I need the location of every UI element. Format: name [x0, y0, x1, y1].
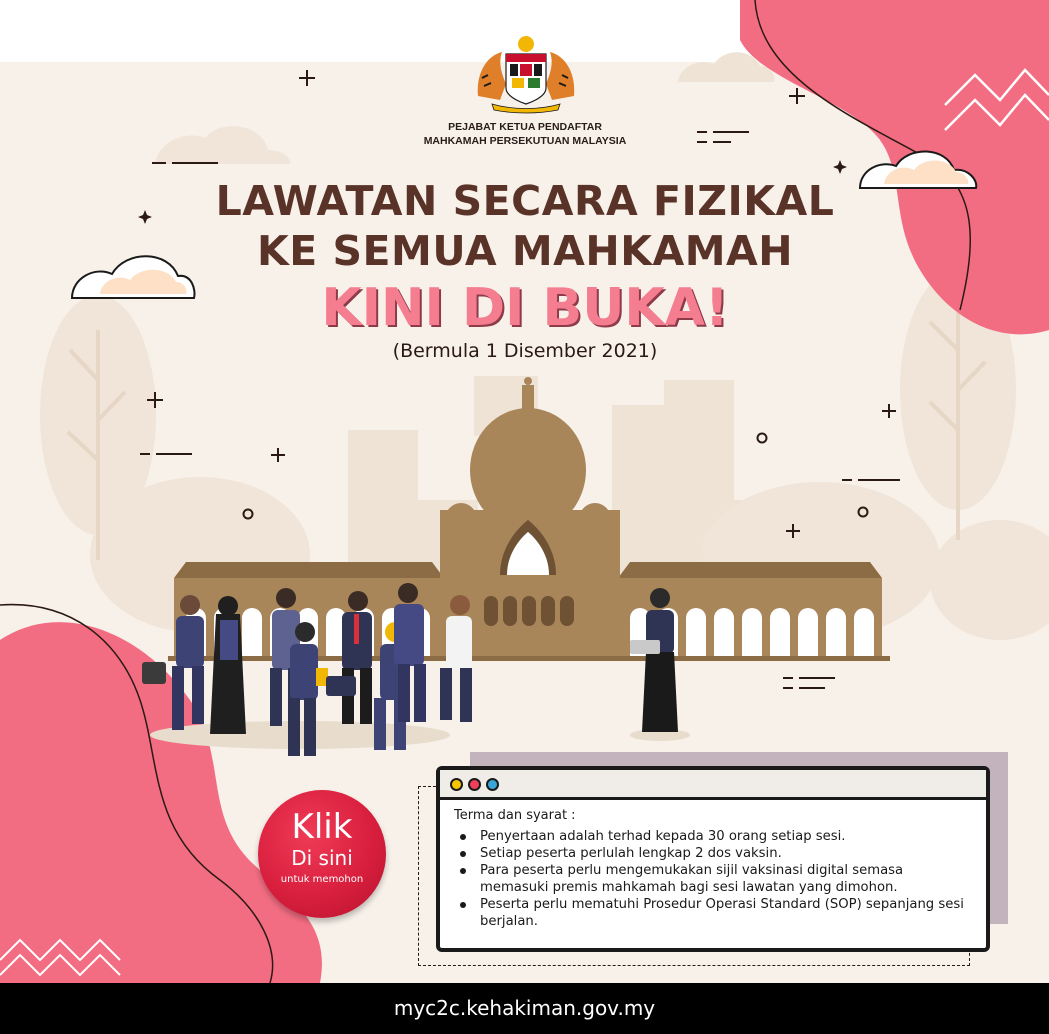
window-dot-yellow-icon	[450, 778, 463, 791]
website-link[interactable]: myc2c.kehakiman.gov.my	[393, 996, 656, 1020]
headline-line-2: KE SEMUA MAHKAMAH	[256, 227, 794, 275]
start-date: (Bermula 1 Disember 2021)	[392, 340, 658, 362]
apply-button-line-3: untuk memohon	[280, 874, 364, 885]
coat-of-arms-logo	[472, 34, 580, 114]
window-dot-red-icon	[468, 778, 481, 791]
terms-title: Terma dan syarat :	[454, 808, 576, 823]
terms-item: Setiap peserta perlulah lengkap 2 dos vaksin.	[458, 845, 968, 862]
footer	[0, 983, 1049, 1034]
terms-item: Para peserta perlu mengemukakan sijil vaksinasi digital semasa memasuki premis mahkamah bagi sesi lawatan yang dimohon.	[458, 862, 968, 896]
terms-item: Peserta perlu mematuhi Prosedur Operasi Standard (SOP) sepanjang sesi berjalan.	[458, 896, 968, 930]
apply-button[interactable]	[258, 790, 386, 918]
apply-button-line-2: Di sini	[291, 846, 353, 870]
terms-window	[436, 766, 990, 952]
apply-button-line-1: Klik	[291, 807, 353, 847]
headline-line-1: LAWATAN SECARA FIZIKAL	[215, 177, 835, 225]
window-title-bar	[440, 770, 986, 800]
terms-list	[458, 828, 968, 930]
headline-highlight: KINI DI BUKA!	[321, 278, 729, 338]
office-line-2: MAHKAMAH PERSEKUTUAN MALAYSIA	[423, 135, 627, 147]
terms-item: Penyertaan adalah terhad kepada 30 orang setiap sesi.	[458, 828, 968, 845]
office-name	[340, 120, 710, 148]
office-line-1: PEJABAT KETUA PENDAFTAR	[448, 121, 602, 133]
window-dot-blue-icon	[486, 778, 499, 791]
headline	[130, 176, 920, 276]
